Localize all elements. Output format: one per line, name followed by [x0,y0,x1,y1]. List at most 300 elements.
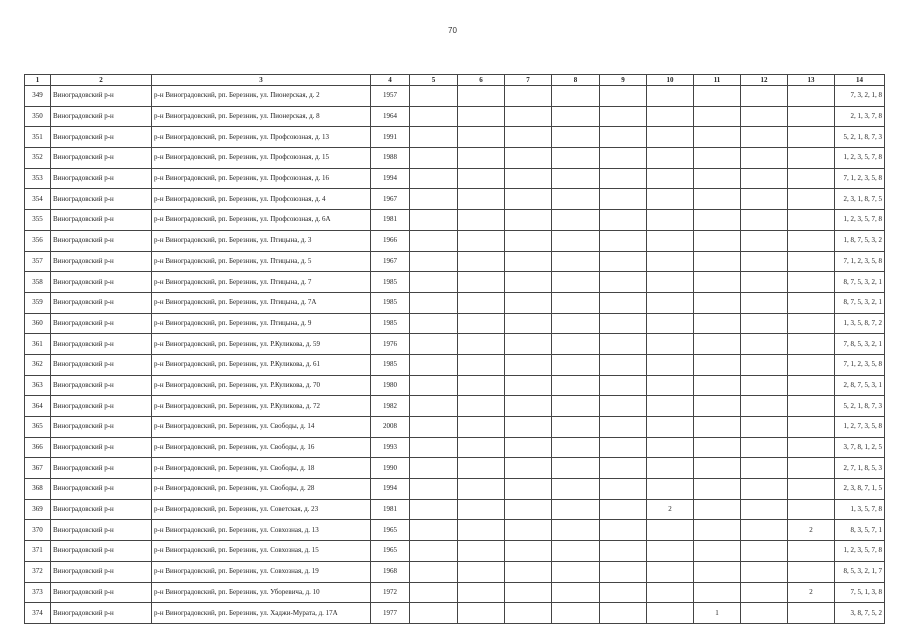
district-cell: Виноградовский р-н [51,189,152,210]
col6-cell [458,582,505,603]
col9-cell [600,354,647,375]
col9-cell [600,148,647,169]
col5-cell [410,437,458,458]
col9-cell [600,272,647,293]
col10-cell [647,148,694,169]
column-header-12: 12 [741,75,788,86]
col7-cell [505,127,552,148]
col11-cell [694,520,741,541]
col10-cell [647,168,694,189]
col12-cell [741,458,788,479]
col7-cell [505,106,552,127]
col12-cell [741,127,788,148]
address-cell: р-н Виноградовский, рп. Березник, ул. Птицына, д. 7А [152,292,371,313]
col12-cell [741,541,788,562]
col8-cell [552,479,600,500]
col13-cell [788,272,835,293]
col12-cell [741,251,788,272]
year-cell: 1976 [371,334,410,355]
col11-cell [694,127,741,148]
address-cell: р-н Виноградовский, рп. Березник, ул. Совхозная, д. 13 [152,520,371,541]
year-cell: 1981 [371,499,410,520]
table-row [25,106,885,127]
col8-cell [552,458,600,479]
row-number-cell: 358 [25,272,51,293]
col8-cell [552,520,600,541]
col6-cell [458,127,505,148]
table-row [25,375,885,396]
col7-cell [505,499,552,520]
col10-cell [647,334,694,355]
col6-cell [458,541,505,562]
col11-cell [694,396,741,417]
row-number-cell: 372 [25,561,51,582]
col8-cell [552,354,600,375]
col11-cell [694,168,741,189]
col9-cell [600,251,647,272]
row-number-cell: 360 [25,313,51,334]
col7-cell [505,230,552,251]
col10-cell [647,417,694,438]
col5-cell [410,396,458,417]
col9-cell [600,168,647,189]
col14-cell: 7, 5, 1, 3, 8 [835,582,885,603]
column-header-5: 5 [410,75,458,86]
col13-cell [788,106,835,127]
table-row [25,251,885,272]
col8-cell [552,499,600,520]
col8-cell [552,313,600,334]
year-cell: 1965 [371,541,410,562]
col13-cell [788,541,835,562]
col13-cell [788,292,835,313]
col10-cell [647,561,694,582]
col8-cell [552,251,600,272]
col9-cell [600,127,647,148]
col8-cell [552,375,600,396]
address-cell: р-н Виноградовский, рп. Березник, ул. Уборевича, д. 10 [152,582,371,603]
district-cell: Виноградовский р-н [51,230,152,251]
col13-cell [788,417,835,438]
district-cell: Виноградовский р-н [51,148,152,169]
col10-cell [647,272,694,293]
col12-cell [741,189,788,210]
header-row [25,75,885,86]
col13-cell [788,251,835,272]
col14-cell: 1, 8, 7, 5, 3, 2 [835,230,885,251]
col5-cell [410,479,458,500]
col10-cell [647,396,694,417]
address-cell: р-н Виноградовский, рп. Березник, ул. Свободы, д. 14 [152,417,371,438]
table-row [25,520,885,541]
col8-cell [552,541,600,562]
table-row [25,354,885,375]
address-cell: р-н Виноградовский, рп. Березник, ул. Советская, д. 23 [152,499,371,520]
col10-cell [647,458,694,479]
col12-cell [741,106,788,127]
district-cell: Виноградовский р-н [51,334,152,355]
column-header-13: 13 [788,75,835,86]
col13-cell: 2 [788,582,835,603]
address-cell: р-н Виноградовский, рп. Березник, ул. Свободы, д. 28 [152,479,371,500]
col14-cell: 3, 7, 8, 1, 2, 5 [835,437,885,458]
col9-cell [600,292,647,313]
address-cell: р-н Виноградовский, рп. Березник, ул. Профсоюзная, д. 4 [152,189,371,210]
year-cell: 1993 [371,437,410,458]
column-header-9: 9 [600,75,647,86]
col9-cell [600,458,647,479]
col5-cell [410,603,458,624]
col9-cell [600,603,647,624]
col6-cell [458,499,505,520]
table-row [25,168,885,189]
district-cell: Виноградовский р-н [51,86,152,107]
col14-cell: 7, 1, 2, 3, 5, 8 [835,251,885,272]
row-number-cell: 368 [25,479,51,500]
col7-cell [505,148,552,169]
col10-cell [647,479,694,500]
col13-cell [788,168,835,189]
district-cell: Виноградовский р-н [51,168,152,189]
col11-cell [694,251,741,272]
col8-cell [552,189,600,210]
column-header-7: 7 [505,75,552,86]
col6-cell [458,458,505,479]
col7-cell [505,251,552,272]
col6-cell [458,603,505,624]
col8-cell [552,561,600,582]
col13-cell [788,313,835,334]
col14-cell: 5, 2, 1, 8, 7, 3 [835,396,885,417]
col12-cell [741,230,788,251]
row-number-cell: 363 [25,375,51,396]
col6-cell [458,396,505,417]
col5-cell [410,541,458,562]
column-header-1: 1 [25,75,51,86]
col10-cell [647,230,694,251]
col10-cell [647,582,694,603]
col12-cell [741,354,788,375]
col14-cell: 2, 3, 1, 8, 7, 5 [835,189,885,210]
col11-cell [694,148,741,169]
col8-cell [552,396,600,417]
address-cell: р-н Виноградовский, рп. Березник, ул. Птицына, д. 7 [152,272,371,293]
col9-cell [600,561,647,582]
col12-cell [741,582,788,603]
col13-cell [788,479,835,500]
district-cell: Виноградовский р-н [51,354,152,375]
address-cell: р-н Виноградовский, рп. Березник, ул. Свободы, д. 18 [152,458,371,479]
col14-cell: 7, 1, 2, 3, 5, 8 [835,168,885,189]
district-cell: Виноградовский р-н [51,541,152,562]
year-cell: 1967 [371,189,410,210]
col11-cell [694,189,741,210]
col5-cell [410,313,458,334]
col14-cell: 8, 7, 5, 3, 2, 1 [835,272,885,293]
col7-cell [505,561,552,582]
year-cell: 1985 [371,272,410,293]
col10-cell [647,520,694,541]
address-cell: р-н Виноградовский, рп. Березник, ул. Р.Куликова, д. 72 [152,396,371,417]
table-row [25,127,885,148]
row-number-cell: 374 [25,603,51,624]
district-cell: Виноградовский р-н [51,479,152,500]
table-body [25,86,885,624]
col8-cell [552,230,600,251]
col11-cell [694,417,741,438]
col12-cell [741,86,788,107]
col14-cell: 1, 2, 3, 5, 7, 8 [835,148,885,169]
col14-cell: 7, 8, 5, 3, 2, 1 [835,334,885,355]
col13-cell [788,603,835,624]
col7-cell [505,437,552,458]
col5-cell [410,582,458,603]
col5-cell [410,272,458,293]
table-row [25,417,885,438]
row-number-cell: 365 [25,417,51,438]
row-number-cell: 356 [25,230,51,251]
year-cell: 1985 [371,313,410,334]
col5-cell [410,251,458,272]
col11-cell [694,230,741,251]
col13-cell [788,334,835,355]
col14-cell: 8, 7, 5, 3, 2, 1 [835,292,885,313]
col12-cell [741,417,788,438]
district-cell: Виноградовский р-н [51,210,152,231]
col13-cell: 2 [788,520,835,541]
col6-cell [458,168,505,189]
col10-cell [647,127,694,148]
col9-cell [600,86,647,107]
col7-cell [505,292,552,313]
col7-cell [505,313,552,334]
col12-cell [741,396,788,417]
table-row [25,541,885,562]
col11-cell [694,499,741,520]
col7-cell [505,334,552,355]
page-number: 70 [448,26,457,35]
col11-cell [694,292,741,313]
col14-cell: 2, 7, 1, 8, 5, 3 [835,458,885,479]
row-number-cell: 362 [25,354,51,375]
col6-cell [458,148,505,169]
col14-cell: 1, 2, 3, 5, 7, 8 [835,210,885,231]
col6-cell [458,292,505,313]
col6-cell [458,375,505,396]
col5-cell [410,189,458,210]
col6-cell [458,334,505,355]
year-cell: 1994 [371,479,410,500]
district-cell: Виноградовский р-н [51,520,152,541]
district-cell: Виноградовский р-н [51,106,152,127]
col6-cell [458,354,505,375]
row-number-cell: 359 [25,292,51,313]
year-cell: 1994 [371,168,410,189]
address-cell: р-н Виноградовский, рп. Березник, ул. Свободы, д. 16 [152,437,371,458]
col5-cell [410,210,458,231]
col9-cell [600,230,647,251]
year-cell: 1966 [371,230,410,251]
district-cell: Виноградовский р-н [51,396,152,417]
col9-cell [600,479,647,500]
district-cell: Виноградовский р-н [51,127,152,148]
col8-cell [552,603,600,624]
col7-cell [505,458,552,479]
col6-cell [458,437,505,458]
row-number-cell: 351 [25,127,51,148]
district-cell: Виноградовский р-н [51,603,152,624]
col7-cell [505,417,552,438]
col12-cell [741,603,788,624]
address-cell: р-н Виноградовский, рп. Березник, ул. Р.Куликова, д. 61 [152,354,371,375]
col8-cell [552,210,600,231]
table-row [25,479,885,500]
district-cell: Виноградовский р-н [51,251,152,272]
column-header-11: 11 [694,75,741,86]
col11-cell [694,106,741,127]
table-row [25,499,885,520]
address-cell: р-н Виноградовский, рп. Березник, ул. Профсоюзная, д. 6А [152,210,371,231]
col5-cell [410,499,458,520]
col5-cell [410,334,458,355]
col10-cell [647,86,694,107]
col10-cell [647,313,694,334]
col8-cell [552,86,600,107]
col9-cell [600,313,647,334]
col7-cell [505,168,552,189]
table-row [25,458,885,479]
col9-cell [600,541,647,562]
col13-cell [788,375,835,396]
col13-cell [788,499,835,520]
address-cell: р-н Виноградовский, рп. Березник, ул. Совхозная, д. 15 [152,541,371,562]
table-row [25,148,885,169]
row-number-cell: 366 [25,437,51,458]
col10-cell [647,251,694,272]
col10-cell [647,541,694,562]
col7-cell [505,354,552,375]
col11-cell [694,375,741,396]
col5-cell [410,354,458,375]
district-cell: Виноградовский р-н [51,561,152,582]
column-header-2: 2 [51,75,152,86]
col14-cell: 5, 2, 1, 8, 7, 3 [835,127,885,148]
year-cell: 1968 [371,561,410,582]
address-cell: р-н Виноградовский, рп. Березник, ул. Пионерская, д. 2 [152,86,371,107]
col5-cell [410,375,458,396]
col9-cell [600,210,647,231]
district-cell: Виноградовский р-н [51,582,152,603]
col12-cell [741,520,788,541]
address-cell: р-н Виноградовский, рп. Березник, ул. Птицына, д. 5 [152,251,371,272]
row-number-cell: 369 [25,499,51,520]
col12-cell [741,272,788,293]
row-number-cell: 350 [25,106,51,127]
col9-cell [600,520,647,541]
col14-cell: 1, 3, 5, 8, 7, 2 [835,313,885,334]
district-cell: Виноградовский р-н [51,272,152,293]
col6-cell [458,230,505,251]
col11-cell [694,541,741,562]
table-row [25,603,885,624]
col12-cell [741,148,788,169]
table-row [25,396,885,417]
row-number-cell: 355 [25,210,51,231]
col13-cell [788,561,835,582]
col8-cell [552,582,600,603]
data-table [24,74,885,624]
col8-cell [552,292,600,313]
year-cell: 1981 [371,210,410,231]
row-number-cell: 367 [25,458,51,479]
table-row [25,582,885,603]
column-header-10: 10 [647,75,694,86]
year-cell: 1985 [371,354,410,375]
year-cell: 1964 [371,106,410,127]
column-header-14: 14 [835,75,885,86]
col11-cell [694,582,741,603]
row-number-cell: 373 [25,582,51,603]
col9-cell [600,334,647,355]
table-row [25,230,885,251]
col8-cell [552,417,600,438]
row-number-cell: 364 [25,396,51,417]
row-number-cell: 370 [25,520,51,541]
col12-cell [741,479,788,500]
col6-cell [458,251,505,272]
col7-cell [505,210,552,231]
col13-cell [788,458,835,479]
row-number-cell: 353 [25,168,51,189]
col5-cell [410,292,458,313]
table-row [25,189,885,210]
table-row [25,272,885,293]
address-cell: р-н Виноградовский, рп. Березник, ул. Профсоюзная, д. 16 [152,168,371,189]
col13-cell [788,437,835,458]
col13-cell [788,127,835,148]
col6-cell [458,417,505,438]
col12-cell [741,499,788,520]
col5-cell [410,148,458,169]
col11-cell [694,437,741,458]
col8-cell [552,106,600,127]
district-cell: Виноградовский р-н [51,458,152,479]
address-cell: р-н Виноградовский, рп. Березник, ул. Р.Куликова, д. 59 [152,334,371,355]
table-row [25,437,885,458]
col6-cell [458,561,505,582]
col6-cell [458,272,505,293]
year-cell: 1977 [371,603,410,624]
col13-cell [788,148,835,169]
row-number-cell: 361 [25,334,51,355]
col11-cell [694,272,741,293]
row-number-cell: 357 [25,251,51,272]
year-cell: 1990 [371,458,410,479]
address-cell: р-н Виноградовский, рп. Березник, ул. Хаджи-Мурата, д. 17А [152,603,371,624]
col8-cell [552,168,600,189]
col14-cell: 7, 1, 2, 3, 5, 8 [835,354,885,375]
col11-cell [694,479,741,500]
district-cell: Виноградовский р-н [51,499,152,520]
col14-cell: 1, 3, 5, 7, 8 [835,499,885,520]
col12-cell [741,334,788,355]
col7-cell [505,86,552,107]
district-cell: Виноградовский р-н [51,437,152,458]
address-cell: р-н Виноградовский, рп. Березник, ул. Совхозная, д. 19 [152,561,371,582]
col10-cell [647,437,694,458]
col9-cell [600,499,647,520]
col7-cell [505,375,552,396]
